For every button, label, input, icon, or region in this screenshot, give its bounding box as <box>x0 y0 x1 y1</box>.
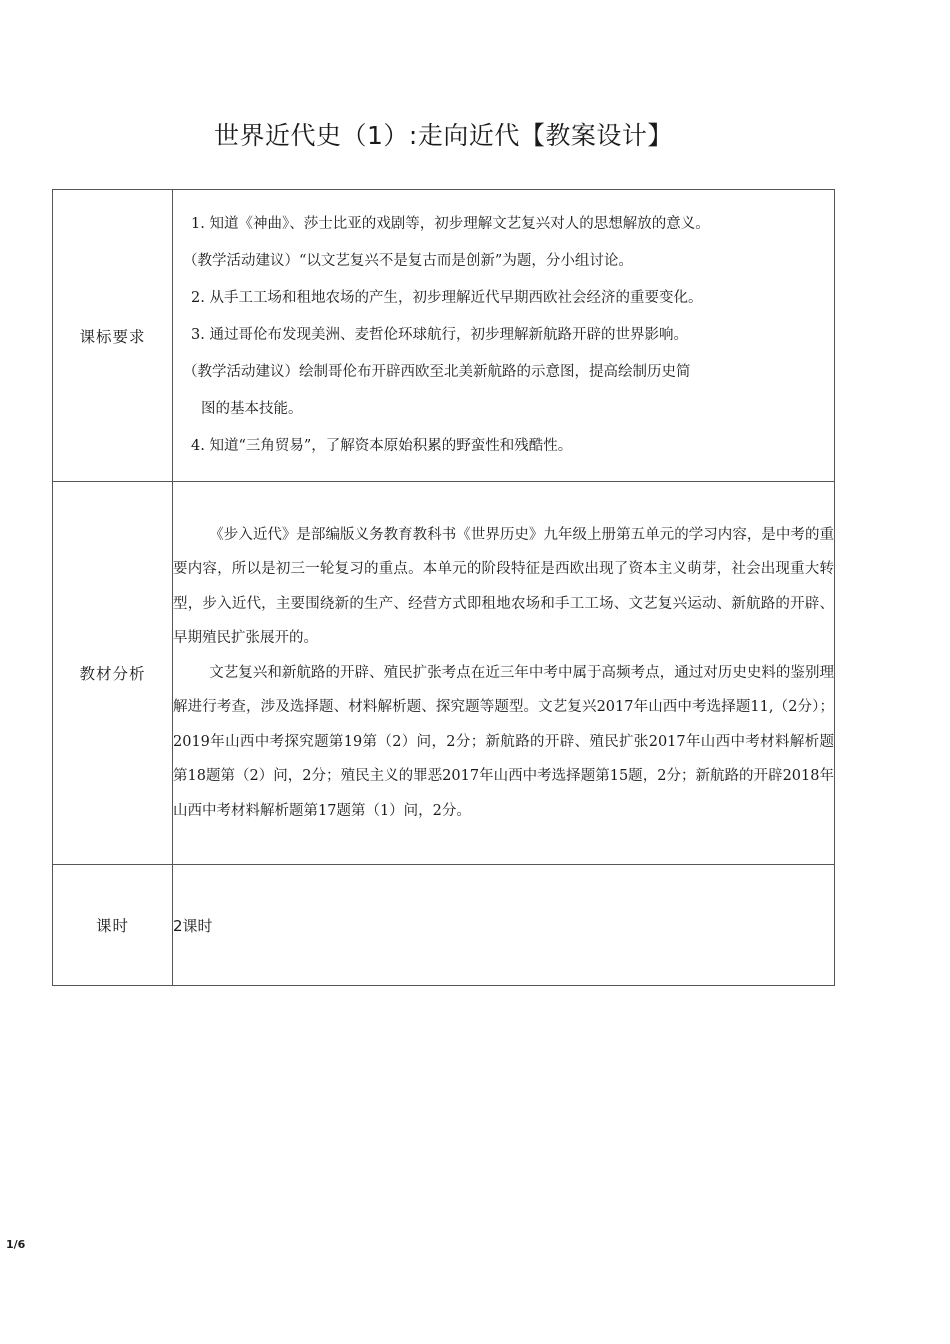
hours-value: 2课时 <box>173 865 835 986</box>
row-label-analysis: 教材分析 <box>53 482 173 865</box>
row-label-hours: 课时 <box>53 865 173 986</box>
requirement-line: 1. 知道《神曲》、莎士比亚的戏剧等，初步理解文艺复兴对人的思想解放的意义。 <box>191 216 710 232</box>
requirement-line: 图的基本技能。 <box>201 401 303 417</box>
analysis-paragraph: 《步入近代》是部编版义务教育教科书《世界历史》九年级上册第五单元的学习内容，是中考的重要内容，所以是初三一轮复习的重点。本单元的阶段特征是西欧出现了资本主义萌芽，社会出现重大转型，步入近代，主要围绕新的生产、经营方式即租地农场和手工工场、文艺复兴运动、新航路的开辟、早期殖民扩张展开的。 <box>173 526 834 647</box>
requirement-line: （教学活动建议）绘制哥伦布开辟西欧至北美新航路的示意图，提高绘制历史简 <box>183 364 691 380</box>
row-label-requirements: 课标要求 <box>53 190 173 482</box>
requirement-line: 3. 通过哥伦布发现美洲、麦哲伦环球航行，初步理解新航路开辟的世界影响。 <box>191 327 688 343</box>
requirement-line: 2. 从手工工场和租地农场的产生，初步理解近代早期西欧社会经济的重要变化。 <box>191 290 703 306</box>
analysis-content <box>173 482 835 865</box>
table-row-analysis <box>53 482 835 865</box>
lesson-plan-table <box>52 189 835 986</box>
analysis-paragraph: 文艺复兴和新航路的开辟、殖民扩张考点在近三年中考中属于高频考点，通过对历史史料的鉴别理解进行考查，涉及选择题、材料解析题、探究题等题型。文艺复兴2017年山西中考选择题11,（2分）；2019年山西中考探究题第19第（2）问，2分；新航路的开辟、殖民扩张2017年山西中考材料解析题第18题第（2）问，2分；殖民主义的罪恶2017年山西中考选择题第15题，2分；新航路的开辟2018年山西中考材料解析题第17题第（1）问，2分。 <box>173 664 834 819</box>
requirements-content <box>173 190 835 482</box>
requirement-line: 4. 知道“三角贸易”，了解资本原始积累的野蛮性和残酷性。 <box>191 438 573 454</box>
page-number: 1/6 <box>6 1238 26 1251</box>
table-row-requirements <box>53 190 835 482</box>
table-row-hours <box>53 865 835 986</box>
requirement-line: （教学活动建议）“以文艺复兴不是复古而是创新”为题，分小组讨论。 <box>183 253 633 269</box>
document-title: 世界近代史（1）:走向近代【教案设计】 <box>214 121 673 150</box>
